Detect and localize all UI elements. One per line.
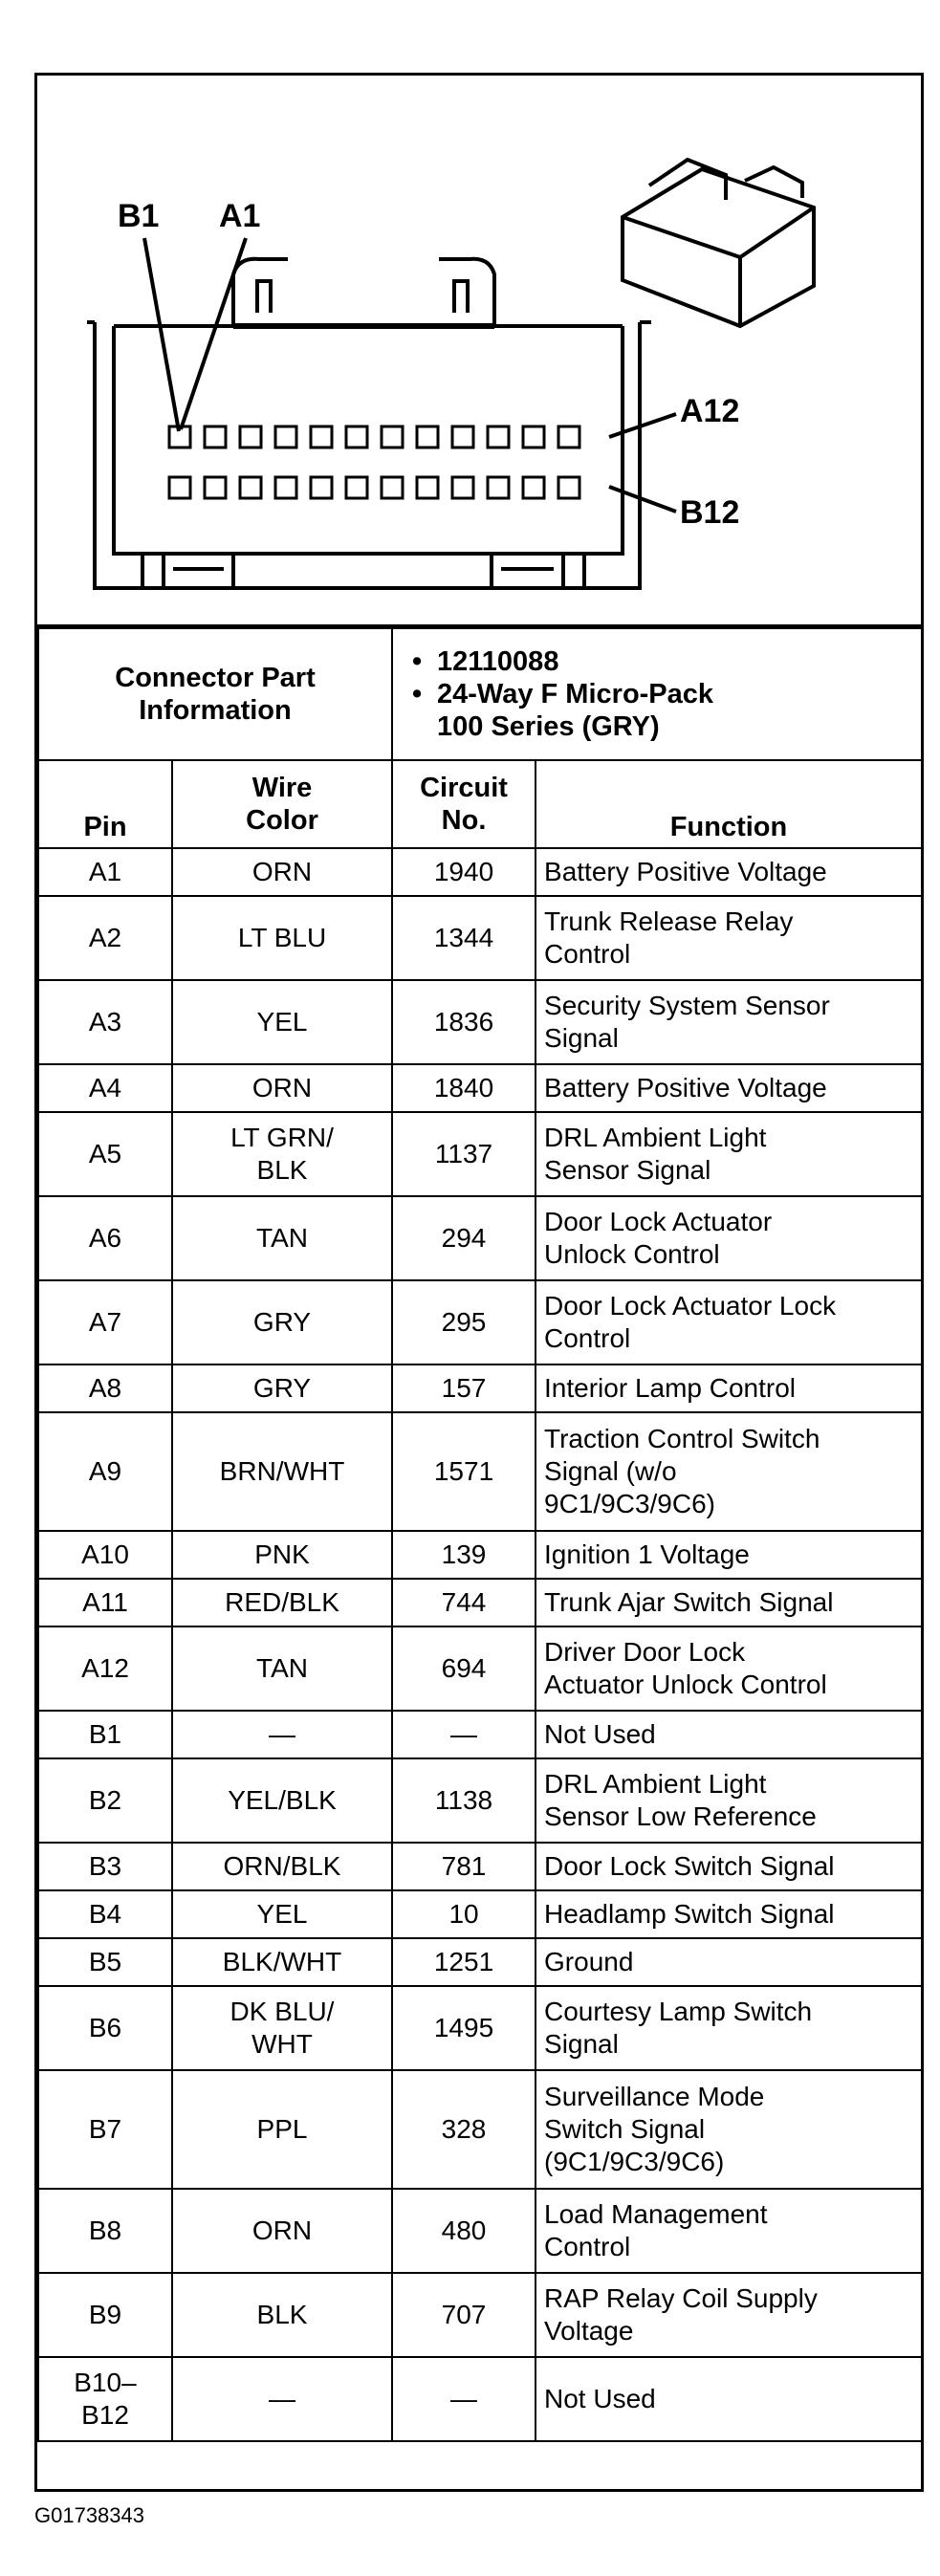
function-cell <box>536 1843 922 1890</box>
callout-a1: A1 <box>219 198 261 234</box>
wire-color-cell-line: DK BLU/ <box>230 1997 335 2026</box>
function-cell-line: Traction Control Switch <box>544 1424 820 1453</box>
pin-cell <box>38 2357 172 2441</box>
table-row <box>38 980 922 1064</box>
function-cell-line: Ground <box>544 1947 634 1976</box>
description-item: • 24-Way F Micro-Pack <box>412 679 714 709</box>
wire-color-cell <box>172 1626 392 1711</box>
wire-color-cell <box>172 1758 392 1843</box>
wire-color-cell <box>172 1364 392 1412</box>
pin-cell-line: A3 <box>88 1007 122 1037</box>
pin-cell-line: A2 <box>88 923 122 952</box>
function-cell-line: Door Lock Switch Signal <box>544 1851 835 1881</box>
function-cell <box>536 1364 922 1412</box>
circuit-cell: 694 <box>392 1626 536 1711</box>
function-cell <box>536 2357 922 2441</box>
function-cell-line: Trunk Release Relay <box>544 906 794 936</box>
circuit-header <box>392 760 536 848</box>
circuit-cell: 480 <box>392 2189 536 2273</box>
description-item <box>412 710 913 743</box>
function-cell-line: Control <box>544 939 631 969</box>
wire-color-cell-line: YEL/BLK <box>228 1785 337 1815</box>
callout-b12: B12 <box>680 494 740 531</box>
pin-cell-line: A6 <box>88 1223 122 1253</box>
wire-color-cell-line: ORN <box>251 857 313 886</box>
callout-b1: B1 <box>118 198 160 234</box>
circuit-cell: — <box>392 1711 536 1758</box>
connector-info-row <box>38 628 922 760</box>
pin-cell <box>38 1064 172 1112</box>
wire-color-cell-line: PPL <box>256 2114 308 2144</box>
table-row <box>38 1890 922 1938</box>
pin-cell-line: B6 <box>88 2013 122 2042</box>
connector-info-details <box>392 628 922 760</box>
pin-cell <box>38 1112 172 1196</box>
function-cell <box>536 2273 922 2357</box>
circuit-cell: 1836 <box>392 980 536 1064</box>
pin-cell <box>38 1364 172 1412</box>
callout-a12: A12 <box>680 393 740 429</box>
function-cell-line: Trunk Ajar Switch Signal <box>544 1587 834 1617</box>
function-cell <box>536 1531 922 1579</box>
function-cell-line: Not Used <box>544 1719 656 1749</box>
circuit-cell: 1344 <box>392 896 536 980</box>
part-number-item: • 12110088 <box>412 646 559 677</box>
function-cell-line: Door Lock Actuator <box>544 1207 773 1236</box>
wire-color-cell-line: WHT <box>251 2029 313 2059</box>
pin-cell <box>38 1986 172 2070</box>
pin-cell-line: A11 <box>82 1587 128 1617</box>
wire-color-cell-line: ORN <box>251 1073 313 1102</box>
wire-color-cell-line: — <box>269 2384 295 2413</box>
table-row <box>38 1843 922 1890</box>
table-row <box>38 1711 922 1758</box>
wire-color-cell-line: ORN <box>251 2216 313 2245</box>
pin-cell-line: B3 <box>88 1851 122 1881</box>
wire-color-cell-line: GRY <box>252 1373 312 1403</box>
pin-cell-line: A9 <box>88 1456 122 1486</box>
wire-color-cell-line: — <box>269 1719 295 1749</box>
pin-cell-line: B4 <box>88 1899 122 1929</box>
pin-cell-line: A7 <box>88 1307 122 1337</box>
function-cell <box>536 1938 922 1986</box>
wire-color-header <box>172 760 392 848</box>
wire-color-cell <box>172 1112 392 1196</box>
circuit-cell: 1137 <box>392 1112 536 1196</box>
function-cell-line: Sensor Signal <box>544 1155 711 1185</box>
function-cell-line: Load Management <box>544 2199 768 2229</box>
function-cell-line: Security System Sensor <box>544 991 830 1020</box>
circuit-cell: 157 <box>392 1364 536 1412</box>
pin-cell <box>38 1938 172 1986</box>
function-cell-line: Actuator Unlock Control <box>544 1670 827 1699</box>
table-row <box>38 2189 922 2273</box>
wire-color-header-line: Wire <box>251 773 313 803</box>
wire-color-cell-line: GRY <box>252 1307 312 1337</box>
function-cell-line: Signal (w/o <box>544 1456 677 1486</box>
pin-cell-line: B8 <box>88 2216 122 2245</box>
wire-color-cell <box>172 1064 392 1112</box>
pin-cell-line: B5 <box>88 1947 122 1976</box>
table-row <box>38 2070 922 2189</box>
wire-color-cell <box>172 896 392 980</box>
wire-color-cell-line: YEL <box>256 1899 308 1929</box>
wire-color-cell <box>172 1579 392 1626</box>
circuit-cell: 1571 <box>392 1412 536 1531</box>
pin-cell <box>38 1531 172 1579</box>
table-row <box>38 1938 922 1986</box>
pin-cell-line: A1 <box>88 857 122 886</box>
circuit-cell: — <box>392 2357 536 2441</box>
circuit-cell: 328 <box>392 2070 536 2189</box>
function-cell-line: Control <box>544 1323 631 1353</box>
connector-info-label <box>38 628 392 760</box>
wire-color-cell <box>172 1986 392 2070</box>
function-cell <box>536 1986 922 2070</box>
function-cell-line: Battery Positive Voltage <box>544 1073 827 1102</box>
pin-cell-line: A5 <box>88 1139 122 1168</box>
function-cell-line: Switch Signal <box>544 2114 706 2144</box>
function-cell <box>536 1280 922 1364</box>
function-cell <box>536 1758 922 1843</box>
function-cell-line: Unlock Control <box>544 1239 720 1269</box>
pin-cell <box>38 1843 172 1890</box>
description-line: 24-Way F Micro-Pack <box>437 679 714 709</box>
function-cell-line: Signal <box>544 2029 619 2059</box>
circuit-cell: 707 <box>392 2273 536 2357</box>
pinout-table <box>37 627 923 2442</box>
pin-cell-line: B1 <box>88 1719 122 1749</box>
pin-cell <box>38 1890 172 1938</box>
wire-color-cell-line: BLK <box>256 2300 308 2329</box>
circuit-cell: 139 <box>392 1531 536 1579</box>
table-row <box>38 1531 922 1579</box>
table-row <box>38 1064 922 1112</box>
pin-cell-line: B10– <box>74 2368 137 2397</box>
pin-cell <box>38 2273 172 2357</box>
pin-cell <box>38 848 172 896</box>
function-cell <box>536 848 922 896</box>
table-row <box>38 1364 922 1412</box>
wire-color-cell <box>172 1938 392 1986</box>
table-row <box>38 1280 922 1364</box>
function-cell-line: Driver Door Lock <box>544 1637 746 1667</box>
wire-color-cell <box>172 980 392 1064</box>
function-cell-line: RAP Relay Coil Supply <box>544 2283 818 2313</box>
function-cell <box>536 896 922 980</box>
wire-color-cell <box>172 1196 392 1280</box>
function-cell <box>536 2070 922 2189</box>
circuit-cell: 781 <box>392 1843 536 1890</box>
function-cell <box>536 1890 922 1938</box>
function-cell-line: Ignition 1 Voltage <box>544 1539 750 1569</box>
circuit-header-line: No. <box>441 805 487 836</box>
connector-diagram <box>37 76 921 627</box>
wire-color-cell-line: BLK <box>256 1155 308 1185</box>
pin-cell <box>38 1196 172 1280</box>
function-cell <box>536 1711 922 1758</box>
wire-color-cell <box>172 848 392 896</box>
function-cell-line: DRL Ambient Light <box>544 1123 767 1152</box>
function-cell <box>536 1112 922 1196</box>
pin-cell-line: B9 <box>88 2300 122 2329</box>
wire-color-header-line: Color <box>246 805 318 836</box>
wire-color-cell-line: RED/BLK <box>225 1587 339 1617</box>
function-cell-line: Headlamp Switch Signal <box>544 1899 835 1929</box>
pin-cell <box>38 896 172 980</box>
pin-cell <box>38 1626 172 1711</box>
column-header-row <box>38 760 922 848</box>
table-row <box>38 2273 922 2357</box>
table-row <box>38 1579 922 1626</box>
wire-color-cell <box>172 1843 392 1890</box>
circuit-cell: 10 <box>392 1890 536 1938</box>
table-row <box>38 1196 922 1280</box>
circuit-cell: 1940 <box>392 848 536 896</box>
table-row <box>38 848 922 896</box>
wire-color-cell-line: ORN/BLK <box>223 1851 341 1881</box>
wire-color-cell-line: YEL <box>256 1007 308 1037</box>
wire-color-cell <box>172 2357 392 2441</box>
function-cell-line: Sensor Low Reference <box>544 1801 817 1831</box>
table-row <box>38 1112 922 1196</box>
pin-cell-line: A10 <box>81 1539 129 1569</box>
circuit-cell: 295 <box>392 1280 536 1364</box>
circuit-cell: 1840 <box>392 1064 536 1112</box>
pin-cell <box>38 2189 172 2273</box>
pin-cell <box>38 1758 172 1843</box>
function-cell-line: Signal <box>544 1023 619 1053</box>
table-row <box>38 1758 922 1843</box>
function-cell <box>536 1579 922 1626</box>
wire-color-cell <box>172 2189 392 2273</box>
wire-color-cell <box>172 1280 392 1364</box>
table-row <box>38 1986 922 2070</box>
pin-cell-line: A8 <box>88 1373 122 1403</box>
wire-color-cell-line: PNK <box>254 1539 310 1569</box>
connector-info-label-line: Information <box>139 695 292 726</box>
circuit-cell: 744 <box>392 1579 536 1626</box>
connector-info-label-line: Connector Part <box>115 663 316 693</box>
pin-header: Pin <box>38 760 172 848</box>
wire-color-cell <box>172 1412 392 1531</box>
wire-color-cell-line: BLK/WHT <box>222 1947 342 1976</box>
pin-cell-line: A12 <box>81 1653 129 1683</box>
function-header: Function <box>536 760 922 848</box>
function-cell-line: Control <box>544 2232 631 2261</box>
function-cell <box>536 1412 922 1531</box>
function-cell-line: Surveillance Mode <box>544 2082 765 2111</box>
circuit-cell: 294 <box>392 1196 536 1280</box>
figure-id: G01738343 <box>34 2503 144 2527</box>
function-cell <box>536 2189 922 2273</box>
function-cell-line: Battery Positive Voltage <box>544 857 827 886</box>
table-row <box>38 896 922 980</box>
pin-cell <box>38 2070 172 2189</box>
connector-sheet <box>34 73 924 2492</box>
pin-cell-line: A4 <box>88 1073 122 1102</box>
function-cell-line: Door Lock Actuator Lock <box>544 1291 837 1321</box>
pin-cell <box>38 1579 172 1626</box>
circuit-cell: 1251 <box>392 1938 536 1986</box>
circuit-cell: 1138 <box>392 1758 536 1843</box>
table-row <box>38 1412 922 1531</box>
pin-cell-line: B12 <box>81 2400 129 2430</box>
circuit-header-line: Circuit <box>420 773 508 803</box>
table-row <box>38 1626 922 1711</box>
circuit-cell: 1495 <box>392 1986 536 2070</box>
pin-cell-line: B2 <box>88 1785 122 1815</box>
wire-color-cell-line: BRN/WHT <box>219 1456 345 1486</box>
function-cell-line: Not Used <box>544 2384 656 2413</box>
function-cell <box>536 1626 922 1711</box>
function-cell <box>536 1196 922 1280</box>
function-cell-line: Interior Lamp Control <box>544 1373 797 1403</box>
wire-color-cell-line: TAN <box>256 1223 308 1253</box>
connector-face-drawing <box>37 76 921 624</box>
wire-color-cell <box>172 2070 392 2189</box>
wire-color-cell <box>172 1711 392 1758</box>
table-row <box>38 2357 922 2441</box>
function-cell <box>536 980 922 1064</box>
part-number: 12110088 <box>437 646 559 677</box>
function-cell-line: Courtesy Lamp Switch <box>544 1997 813 2026</box>
function-cell-line: 9C1/9C3/9C6) <box>544 1489 715 1518</box>
pin-cell <box>38 1412 172 1531</box>
pin-cell-line: B7 <box>88 2114 122 2144</box>
wire-color-cell <box>172 1531 392 1579</box>
wire-color-cell <box>172 1890 392 1938</box>
pin-cell <box>38 980 172 1064</box>
pinout-rows <box>38 848 922 2441</box>
function-cell <box>536 1064 922 1112</box>
wire-color-cell-line: LT BLU <box>237 923 327 952</box>
function-cell-line: (9C1/9C3/9C6) <box>544 2147 725 2176</box>
wire-color-cell-line: TAN <box>256 1653 308 1683</box>
pin-cell <box>38 1711 172 1758</box>
function-cell-line: Voltage <box>544 2316 634 2346</box>
description-line: 100 Series (GRY) <box>437 711 660 742</box>
function-cell-line: DRL Ambient Light <box>544 1769 767 1799</box>
wire-color-cell-line: LT GRN/ <box>230 1123 334 1152</box>
pin-cell <box>38 1280 172 1364</box>
wire-color-cell <box>172 2273 392 2357</box>
